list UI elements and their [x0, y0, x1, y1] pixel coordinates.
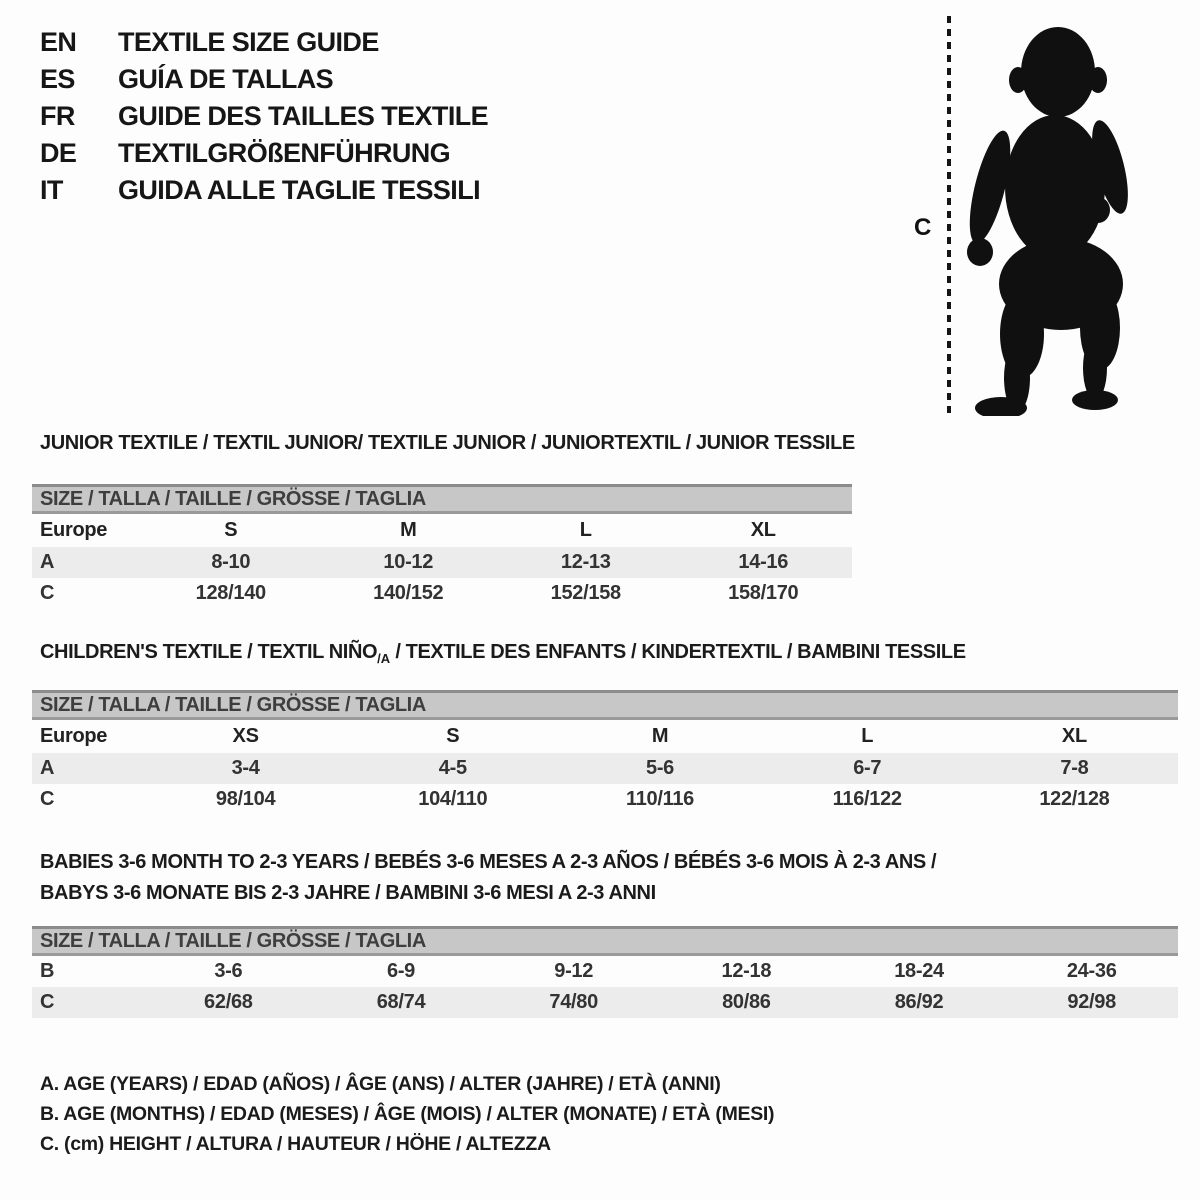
- language-title: TEXTILGRÖßENFÜHRUNG: [118, 138, 451, 168]
- table-cell: 110/116: [626, 788, 694, 810]
- column-header: XL: [1061, 725, 1087, 747]
- table-cell: 14-16: [738, 551, 789, 573]
- column-header: S: [224, 519, 238, 541]
- language-code: DE: [40, 138, 77, 168]
- row-label: B: [40, 960, 55, 982]
- junior-section-heading: JUNIOR TEXTILE / TEXTIL JUNIOR/ TEXTILE JUNIOR / JUNIORTEXTIL / JUNIOR TESSILE: [40, 432, 855, 454]
- size-header-bar: SIZE / TALLA / TAILLE / GRÖSSE / TAGLIA: [32, 690, 1178, 720]
- table-cell: 5-6: [646, 757, 675, 779]
- table-cell: 3-6: [214, 960, 243, 982]
- heading-subscript: /A: [377, 651, 391, 666]
- language-code: IT: [40, 175, 63, 205]
- children-size-table: [32, 690, 1178, 815]
- children-section-heading: [40, 641, 966, 664]
- table-cell: 74/80: [549, 991, 598, 1013]
- table-columns-row: [32, 514, 852, 547]
- table-cell: 98/104: [215, 788, 276, 810]
- table-row-height: [32, 784, 1178, 815]
- column-header: S: [446, 725, 460, 747]
- junior-size-table: [32, 484, 852, 609]
- table-cell: 140/152: [373, 582, 444, 604]
- language-title: GUIDA ALLE TAGLIE TESSILI: [118, 175, 480, 205]
- table-cell: 158/170: [728, 582, 799, 604]
- language-title-block: [40, 24, 488, 209]
- table-cell: 116/122: [832, 788, 902, 810]
- table-cell: 24-36: [1066, 960, 1117, 982]
- language-code: ES: [40, 64, 75, 94]
- column-header: XL: [750, 519, 776, 541]
- table-row-age: [32, 753, 1178, 784]
- table-cell: 12-18: [721, 960, 772, 982]
- column-header: L: [861, 725, 874, 747]
- table-cell: 92/98: [1067, 991, 1116, 1013]
- language-title: TEXTILE SIZE GUIDE: [118, 27, 379, 57]
- language-title: GUIDE DES TAILLES TEXTILE: [118, 101, 489, 131]
- row-label: A: [40, 757, 55, 779]
- language-row-de: [40, 135, 488, 172]
- legend-line-b: B. AGE (MONTHS) / EDAD (MESES) / ÂGE (MOIS) / ALTER (MONATE) / ETÀ (MESI): [40, 1102, 775, 1125]
- heading-line-2: BABYS 3-6 MONATE BIS 2-3 JAHRE / BAMBINI 3-6 MESI A 2-3 ANNI: [40, 882, 656, 904]
- language-title: GUÍA DE TALLAS: [118, 64, 334, 94]
- column-region-label: Europe: [40, 725, 108, 747]
- heading-text: CHILDREN'S TEXTILE / TEXTIL NIÑO: [40, 641, 378, 663]
- table-row-height: [32, 987, 1178, 1018]
- language-row-it: [40, 172, 488, 209]
- column-header: M: [651, 725, 669, 747]
- column-header: XS: [232, 725, 259, 747]
- row-label: C: [40, 582, 55, 604]
- legend-block: [40, 1069, 774, 1159]
- table-cell: 10-12: [383, 551, 434, 573]
- row-label: A: [40, 551, 55, 573]
- column-header: M: [400, 519, 417, 541]
- size-header-bar: SIZE / TALLA / TAILLE / GRÖSSE / TAGLIA: [32, 926, 1178, 956]
- language-row-fr: [40, 98, 488, 135]
- language-row-es: [40, 61, 488, 98]
- table-cell: 12-13: [560, 551, 611, 573]
- legend-line-a: A. AGE (YEARS) / EDAD (AÑOS) / ÂGE (ANS) / ALTER (JAHRE) / ETÀ (ANNI): [40, 1072, 721, 1095]
- table-cell: 6-9: [387, 960, 416, 982]
- table-cell: 8-10: [211, 551, 251, 573]
- heading-text: / TEXTILE DES ENFANTS / KINDERTEXTIL / BAMBINI TESSILE: [390, 641, 966, 663]
- language-row-en: [40, 24, 488, 61]
- language-code: EN: [40, 27, 77, 57]
- table-cell: 86/92: [894, 991, 944, 1013]
- table-cell: 7-8: [1060, 757, 1089, 779]
- table-cell: 6-7: [853, 757, 882, 779]
- size-header-bar: SIZE / TALLA / TAILLE / GRÖSSE / TAGLIA: [32, 484, 852, 514]
- height-measure-dashed-line: [944, 14, 954, 418]
- height-measure-label: C: [914, 214, 932, 241]
- table-row-age: [32, 547, 852, 578]
- babies-section-heading: [40, 847, 936, 909]
- table-cell: 128/140: [195, 582, 266, 604]
- row-label: C: [40, 991, 55, 1013]
- table-cell: 62/68: [204, 991, 253, 1013]
- row-label: C: [40, 788, 55, 810]
- toddler-silhouette-icon: [958, 12, 1148, 416]
- table-cell: 3-4: [231, 757, 260, 779]
- table-cell: 152/158: [550, 582, 621, 604]
- column-header: L: [579, 519, 592, 541]
- table-row-months: [32, 956, 1178, 987]
- table-cell: 9-12: [554, 960, 594, 982]
- table-cell: 104/110: [418, 788, 488, 810]
- table-columns-row: [32, 720, 1178, 753]
- table-cell: 18-24: [894, 960, 944, 982]
- legend-line-c: C. (cm) HEIGHT / ALTURA / HAUTEUR / HÖHE / ALTEZZA: [40, 1132, 551, 1155]
- table-row-height: [32, 578, 852, 609]
- heading-line-1: BABIES 3-6 MONTH TO 2-3 YEARS / BEBÉS 3-6 MESES A 2-3 AÑOS / BÉBÉS 3-6 MOIS À 2-3 ANS /: [40, 851, 937, 873]
- table-cell: 122/128: [1039, 788, 1110, 810]
- babies-size-table: [32, 926, 1178, 1018]
- table-cell: 80/86: [722, 991, 771, 1013]
- table-cell: 68/74: [376, 991, 426, 1013]
- column-region-label: Europe: [40, 519, 108, 541]
- table-cell: 4-5: [438, 757, 467, 779]
- language-code: FR: [40, 101, 75, 131]
